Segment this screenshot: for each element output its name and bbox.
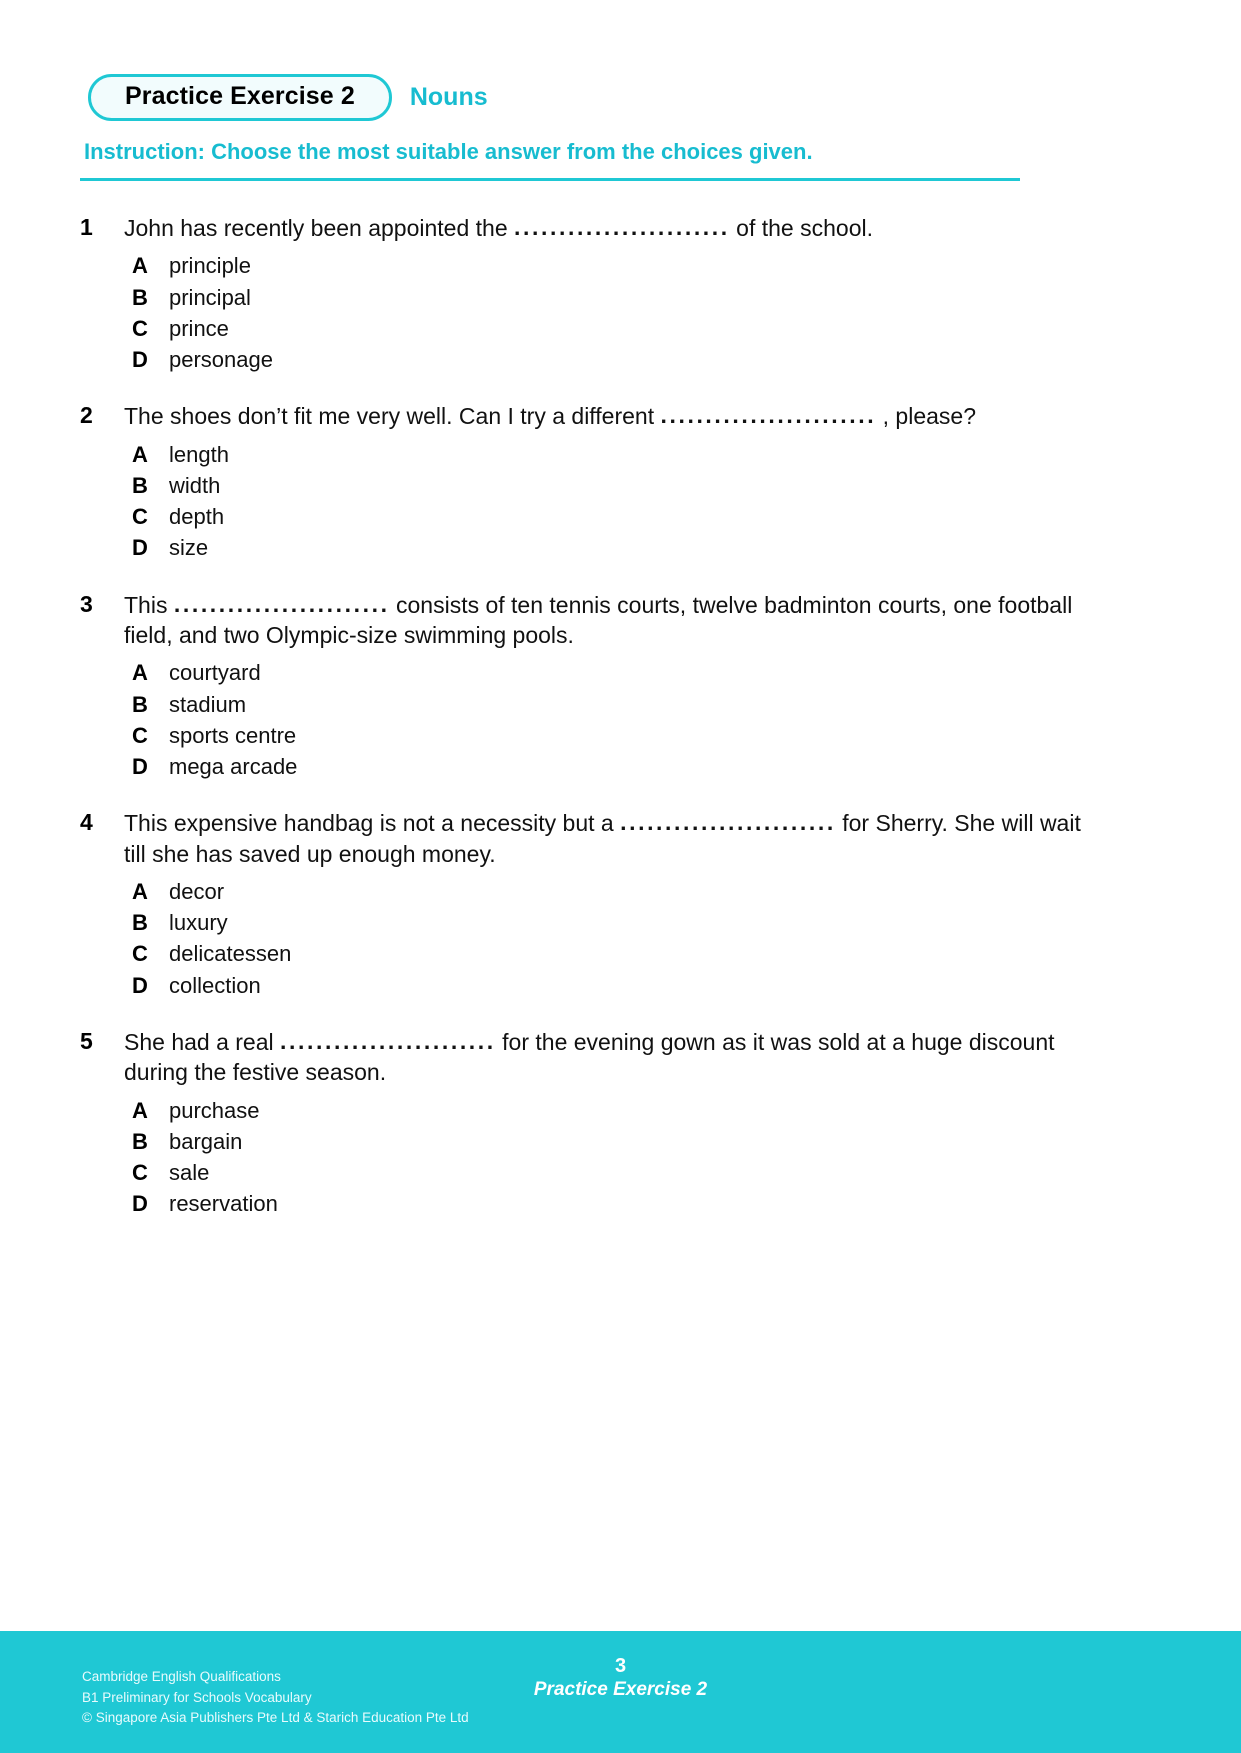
option-item[interactable] <box>132 1095 1090 1126</box>
option-text: decor <box>169 878 225 904</box>
option-letter: B <box>132 910 148 936</box>
exercise-topic: Nouns <box>409 83 488 111</box>
option-letter: D <box>132 535 148 561</box>
question-text-before-blank: This <box>124 591 168 618</box>
option-item[interactable] <box>132 250 1090 281</box>
option-item[interactable] <box>132 344 1090 375</box>
exercise-header <box>88 74 488 121</box>
footer-exercise-label: Practice Exercise 2 <box>533 1679 708 1700</box>
option-text: depth <box>169 504 225 530</box>
question-stem <box>80 808 1090 869</box>
option-letter: C <box>132 941 148 967</box>
question-text <box>124 1027 1090 1088</box>
page-footer <box>0 1631 1241 1753</box>
option-item[interactable] <box>132 720 1090 751</box>
question-item <box>80 808 1090 1001</box>
footer-line-2: B1 Preliminary for Schools Vocabulary <box>82 1689 312 1705</box>
option-text: size <box>169 535 209 561</box>
question-text-after-blank: for Sherry. She will wait till she has saved up enough money. <box>124 810 1081 867</box>
option-item[interactable] <box>132 282 1090 313</box>
question-item <box>80 401 1090 563</box>
answer-blank[interactable]: ........................ <box>514 214 730 240</box>
question-text-after-blank: of the school. <box>736 215 873 241</box>
footer-page-info <box>0 1655 1241 1703</box>
option-letter: B <box>132 472 148 498</box>
option-letter: D <box>132 972 148 998</box>
option-list <box>80 439 1090 564</box>
option-item[interactable] <box>132 876 1090 907</box>
question-text-before-blank: This expensive handbag is not a necessity but a <box>124 810 614 837</box>
questions-list <box>80 213 1090 1246</box>
question-text-after-blank: for the evening gown as it was sold at a huge discount during the festive season. <box>124 1028 1055 1086</box>
option-text: bargain <box>169 1128 243 1154</box>
question-stem <box>80 590 1090 651</box>
option-item[interactable] <box>132 907 1090 938</box>
option-text: personage <box>169 347 273 373</box>
answer-blank[interactable]: ........................ <box>620 809 836 836</box>
question-number: 5 <box>80 1027 93 1054</box>
question-item <box>80 213 1090 375</box>
question-text <box>124 213 1090 243</box>
option-text: mega arcade <box>169 754 298 780</box>
option-text: luxury <box>169 910 228 936</box>
question-stem <box>80 401 1090 431</box>
option-letter: B <box>132 1128 148 1154</box>
option-item[interactable] <box>132 470 1090 501</box>
question-number: 1 <box>80 214 93 240</box>
option-text: sale <box>169 1160 210 1186</box>
option-text: sports centre <box>169 722 297 748</box>
question-item <box>80 1027 1090 1220</box>
question-text-before-blank: The shoes don’t fit me very well. Can I try a different <box>124 403 655 430</box>
option-item[interactable] <box>132 938 1090 969</box>
option-letter: D <box>132 1191 148 1217</box>
question-stem <box>80 213 1090 243</box>
question-text <box>124 590 1090 651</box>
option-letter: C <box>132 504 148 530</box>
answer-blank[interactable]: ........................ <box>173 590 390 617</box>
question-number: 3 <box>80 590 93 617</box>
option-letter: C <box>132 1160 148 1186</box>
question-number: 2 <box>80 402 93 429</box>
option-text: principal <box>169 284 251 310</box>
option-text: length <box>169 441 229 467</box>
option-letter: A <box>132 441 148 467</box>
option-text: purchase <box>169 1097 260 1123</box>
option-text: collection <box>169 972 261 998</box>
option-letter: D <box>132 754 148 780</box>
option-letter: C <box>132 722 148 748</box>
question-item <box>80 590 1090 783</box>
instruction-text: Instruction: Choose the most suitable answer from the choices given. <box>84 139 813 164</box>
option-item[interactable] <box>132 532 1090 563</box>
option-letter: D <box>132 347 148 373</box>
option-item[interactable] <box>132 657 1090 688</box>
option-text: stadium <box>169 691 247 717</box>
option-letter: B <box>132 691 148 717</box>
footer-line-3: © Singapore Asia Publishers Pte Ltd & Starich Education Pte Ltd <box>82 1710 469 1726</box>
option-letter: B <box>132 284 148 310</box>
question-number: 4 <box>80 809 93 836</box>
question-text-before-blank: She had a real <box>124 1028 274 1055</box>
question-stem <box>80 1027 1090 1088</box>
option-text: width <box>169 472 221 498</box>
option-letter: A <box>132 253 148 279</box>
option-item[interactable] <box>132 501 1090 532</box>
question-text-after-blank: , please? <box>882 403 976 430</box>
option-text: principle <box>169 253 251 279</box>
answer-blank[interactable]: ........................ <box>280 1027 496 1054</box>
answer-blank[interactable]: ........................ <box>660 402 877 429</box>
option-item[interactable] <box>132 689 1090 720</box>
option-text: delicatessen <box>169 941 292 967</box>
option-item[interactable] <box>132 313 1090 344</box>
exercise-title-pill: Practice Exercise 2 <box>88 74 392 121</box>
question-text <box>124 401 1090 431</box>
option-list <box>80 1095 1090 1220</box>
header-divider <box>80 178 1020 181</box>
option-item[interactable] <box>132 970 1090 1001</box>
option-text: prince <box>169 315 229 341</box>
question-text-after-blank: consists of ten tennis courts, twelve badminton courts, one football field, and two Olympic-size swimming pools. <box>124 591 1073 648</box>
option-list <box>80 876 1090 1001</box>
option-item[interactable] <box>132 1126 1090 1157</box>
question-text <box>124 808 1090 869</box>
question-text-before-blank: John has recently been appointed the <box>124 215 508 241</box>
option-item[interactable] <box>132 751 1090 782</box>
option-text: courtyard <box>169 660 261 686</box>
option-item[interactable] <box>132 1157 1090 1188</box>
option-list <box>80 657 1090 782</box>
option-letter: A <box>132 878 148 904</box>
footer-line-1: Cambridge English Qualifications <box>82 1669 281 1684</box>
option-text: reservation <box>169 1191 278 1217</box>
option-letter: A <box>132 660 148 686</box>
option-letter: C <box>132 315 148 341</box>
page-number: 3 <box>614 1655 627 1677</box>
option-list <box>80 250 1090 375</box>
option-item[interactable] <box>132 439 1090 470</box>
option-item[interactable] <box>132 1188 1090 1219</box>
option-letter: A <box>132 1097 148 1123</box>
